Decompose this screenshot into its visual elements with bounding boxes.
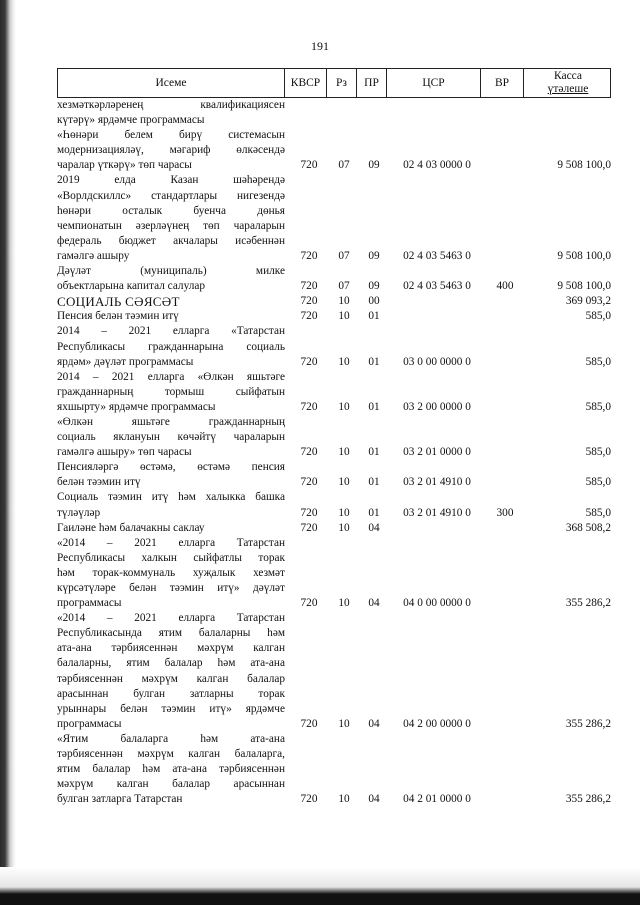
row-name-line: булган затларга Татарстан <box>57 793 183 806</box>
row-name-line: «Ятим балаларга һәм ата-ана <box>57 732 285 745</box>
cell-rz: 10 <box>338 355 350 368</box>
cell-csr: 04 2 01 0000 0 <box>403 793 471 806</box>
header-vr: ВР <box>480 69 523 97</box>
cell-amount: 585,0 <box>585 446 611 459</box>
cell-kvsr: 720 <box>300 597 318 610</box>
cell-rz: 10 <box>338 793 350 806</box>
cell-pr: 04 <box>368 793 380 806</box>
table-body <box>57 98 611 807</box>
row-name-line: модернизацияләү, мәгариф өлкәсендә <box>57 144 285 157</box>
header-kvsr: КВСР <box>284 69 326 97</box>
cell-pr: 01 <box>368 506 380 519</box>
cell-amount: 9 508 100,0 <box>557 280 611 293</box>
cell-csr: 03 2 01 0000 0 <box>403 446 471 459</box>
row-name <box>57 732 289 807</box>
cell-amount: 355 286,2 <box>565 717 611 730</box>
row-name-line: СОЦИАЛЬ СӘЯСӘТ <box>57 294 180 310</box>
row-name-line: «Һөнәри белем бирү системасын <box>57 129 285 142</box>
row-name-line: чаралар үткәрү» төп чарасы <box>57 159 192 172</box>
row-name-line: түләүләр <box>57 506 101 519</box>
header-kassa <box>523 69 612 97</box>
row-name-line: Республикасында ятим балаларны һәм <box>57 627 285 640</box>
row-name-line: программасы <box>57 597 122 610</box>
cell-pr: 04 <box>368 521 380 534</box>
cell-rz: 07 <box>338 159 350 172</box>
cell-amount: 585,0 <box>585 310 611 323</box>
table-row <box>57 173 611 264</box>
cell-amount: 9 508 100,0 <box>557 249 611 262</box>
cell-rz: 10 <box>338 295 350 308</box>
row-name <box>57 415 289 460</box>
scan-bottom-edge <box>0 867 640 905</box>
row-name-line: Республикасы гражданнарына социаль <box>57 340 285 353</box>
cell-csr: 03 2 00 0000 0 <box>403 400 471 413</box>
cell-amount: 369 093,2 <box>565 295 611 308</box>
cell-kvsr: 720 <box>300 521 318 534</box>
cell-rz: 07 <box>338 249 350 262</box>
cell-rz: 10 <box>338 506 350 519</box>
table-row <box>57 732 611 807</box>
row-name <box>57 264 289 294</box>
header-pr: ПР <box>356 69 386 97</box>
table-row <box>57 98 611 128</box>
row-name-line: «Ворлдскиллс» стандартлары нигезендә <box>57 189 285 202</box>
header-name: Исеме <box>155 76 187 89</box>
row-name-line: программасы <box>57 717 122 730</box>
row-name <box>57 536 289 611</box>
row-name-line: мәхрүм калган балалар арасыннан <box>57 778 285 791</box>
table-row <box>57 611 611 732</box>
row-name <box>57 521 289 536</box>
cell-rz: 10 <box>338 446 350 459</box>
row-name-line: хезмәткәрләренең квалификациясен <box>57 99 285 111</box>
row-name-line: «2014 – 2021 елларга Татарстан <box>57 536 285 549</box>
header-kassa-line2: үтәлеше <box>547 83 589 95</box>
cell-rz: 10 <box>338 521 350 534</box>
row-name-line: белән тәэмин итү <box>57 476 141 489</box>
row-name-line: объектларына капитал салулар <box>57 280 206 293</box>
table-header <box>57 68 611 98</box>
cell-rz: 10 <box>338 717 350 730</box>
row-name-line: «2014 – 2021 елларга Татарстан <box>57 612 285 625</box>
cell-csr: 03 0 00 0000 0 <box>403 355 471 368</box>
cell-kvsr: 720 <box>300 446 318 459</box>
row-name-line: гамәлгә ашыру» төп чарасы <box>57 446 192 459</box>
row-name-line: 2014 – 2021 елларга «Татарстан <box>57 325 285 338</box>
scan-left-edge <box>0 0 16 905</box>
row-name <box>57 324 289 369</box>
table-row <box>57 460 611 490</box>
cell-kvsr: 720 <box>300 506 318 519</box>
cell-kvsr: 720 <box>300 355 318 368</box>
cell-kvsr: 720 <box>300 280 318 293</box>
row-name-line: чемпионатын әзерләүнең төп чараларын <box>57 219 285 232</box>
cell-kvsr: 720 <box>300 717 318 730</box>
row-name-line: Республикасы халкын сыйфатлы торак <box>57 551 285 564</box>
cell-pr: 04 <box>368 717 380 730</box>
row-name <box>57 460 289 490</box>
cell-csr: 03 2 01 4910 0 <box>403 476 471 489</box>
row-name-line: «Өлкән яшьтәге гражданнарның <box>57 415 285 428</box>
row-name-line: ятим балалар һәм ата-ана тәрбиясеннән <box>57 763 285 776</box>
row-name-line: арасыннан булган затларны торак <box>57 687 285 700</box>
cell-pr: 09 <box>368 280 380 293</box>
row-name-line: 2014 – 2021 елларга «Өлкән яшьтәге <box>57 370 285 383</box>
cell-pr: 01 <box>368 310 380 323</box>
cell-csr: 02 4 03 5463 0 <box>403 280 471 293</box>
cell-pr: 01 <box>368 476 380 489</box>
cell-amount: 585,0 <box>585 400 611 413</box>
row-name-line: Пенсия белән тәэмин итү <box>57 310 179 323</box>
cell-vr: 300 <box>496 506 514 519</box>
row-name <box>57 128 289 173</box>
row-name <box>57 370 289 415</box>
cell-rz: 10 <box>338 310 350 323</box>
row-name <box>57 309 289 324</box>
row-name <box>57 173 289 264</box>
row-name-line: һәм торак-коммуналь хуҗалык хезмәт <box>57 566 285 579</box>
row-name-line: 2019 елда Казан шәһәрендә <box>57 174 285 187</box>
cell-kvsr: 720 <box>300 295 318 308</box>
cell-kvsr: 720 <box>300 159 318 172</box>
cell-amount: 355 286,2 <box>565 597 611 610</box>
row-name-line: күрсәтүләре белән тәэмин итү» дәүләт <box>57 582 285 594</box>
cell-kvsr: 720 <box>300 476 318 489</box>
row-name-line: күтәрү» ярдәмче программасы <box>57 114 205 127</box>
row-name <box>57 294 289 309</box>
row-name <box>57 98 289 128</box>
table-row <box>57 324 611 369</box>
row-name-line: яхшырту» ярдәмче программасы <box>57 400 216 413</box>
table-row <box>57 415 611 460</box>
cell-pr: 01 <box>368 446 380 459</box>
budget-table <box>57 68 611 807</box>
cell-csr: 02 4 03 5463 0 <box>403 249 471 262</box>
header-kassa-line1: Касса <box>553 70 583 82</box>
cell-pr: 01 <box>368 400 380 413</box>
cell-kvsr: 720 <box>300 249 318 262</box>
cell-pr: 01 <box>368 355 380 368</box>
row-name <box>57 490 289 520</box>
row-name <box>57 611 289 732</box>
cell-pr: 09 <box>368 249 380 262</box>
row-name-line: һөнәри осталык буенча дөнья <box>57 204 285 217</box>
cell-amount: 585,0 <box>585 355 611 368</box>
table-row <box>57 128 611 173</box>
cell-kvsr: 720 <box>300 310 318 323</box>
row-name-line: Дәүләт (муниципаль) милке <box>57 265 285 278</box>
cell-kvsr: 720 <box>300 793 318 806</box>
cell-pr: 00 <box>368 295 380 308</box>
table-row <box>57 490 611 520</box>
cell-amount: 585,0 <box>585 476 611 489</box>
row-name-line: Социаль тәэмин итү һәм халыкка башка <box>57 491 285 504</box>
row-name-line: ата-ана тәрбиясеннән мәхрүм калган <box>57 642 285 655</box>
table-row <box>57 521 611 536</box>
row-name-line: тәрбиясеннән мәхрүм калган балалар <box>57 672 285 685</box>
page-number: 191 <box>311 39 329 53</box>
cell-csr: 03 2 01 4910 0 <box>403 506 471 519</box>
table-row <box>57 309 611 324</box>
table-row <box>57 264 611 294</box>
table-row <box>57 370 611 415</box>
cell-amount: 9 508 100,0 <box>557 159 611 172</box>
row-name-line: Пенсияләргә өстәмә, өстәмә пенсия <box>57 461 285 474</box>
cell-csr: 04 0 00 0000 0 <box>403 597 471 610</box>
header-csr: ЦСР <box>386 69 480 97</box>
table-row <box>57 294 611 309</box>
cell-amount: 585,0 <box>585 506 611 519</box>
cell-rz: 10 <box>338 400 350 413</box>
row-name-line: федераль бюджет акчалары исәбеннән <box>57 234 285 247</box>
row-name-line: гамәлгә ашыру <box>57 249 130 262</box>
cell-amount: 355 286,2 <box>565 793 611 806</box>
row-name-line: гражданнарның тормыш сыйфатын <box>57 385 285 398</box>
cell-rz: 07 <box>338 280 350 293</box>
cell-csr: 04 2 00 0000 0 <box>403 717 471 730</box>
row-name-line: социаль яклануын көчәйтү чараларын <box>57 431 285 444</box>
cell-vr: 400 <box>496 280 514 293</box>
cell-kvsr: 720 <box>300 400 318 413</box>
table-row <box>57 536 611 611</box>
cell-amount: 368 508,2 <box>565 521 611 534</box>
row-name-line: ярдәм» дәүләт программасы <box>57 355 194 368</box>
cell-rz: 10 <box>338 597 350 610</box>
header-rz: Рз <box>326 69 356 97</box>
row-name-line: балаларны, ятим балалар һәм ата-ана <box>57 657 285 670</box>
row-name-line: Гаиләне һәм балачакны саклау <box>57 521 205 534</box>
row-name-line: урыннары белән тәэмин итү» ярдәмче <box>57 702 285 715</box>
cell-pr: 04 <box>368 597 380 610</box>
row-name-line: тәрбиясеннән мәхрүм калган балаларга, <box>57 748 285 761</box>
cell-csr: 02 4 03 0000 0 <box>403 159 471 172</box>
cell-rz: 10 <box>338 476 350 489</box>
cell-pr: 09 <box>368 159 380 172</box>
